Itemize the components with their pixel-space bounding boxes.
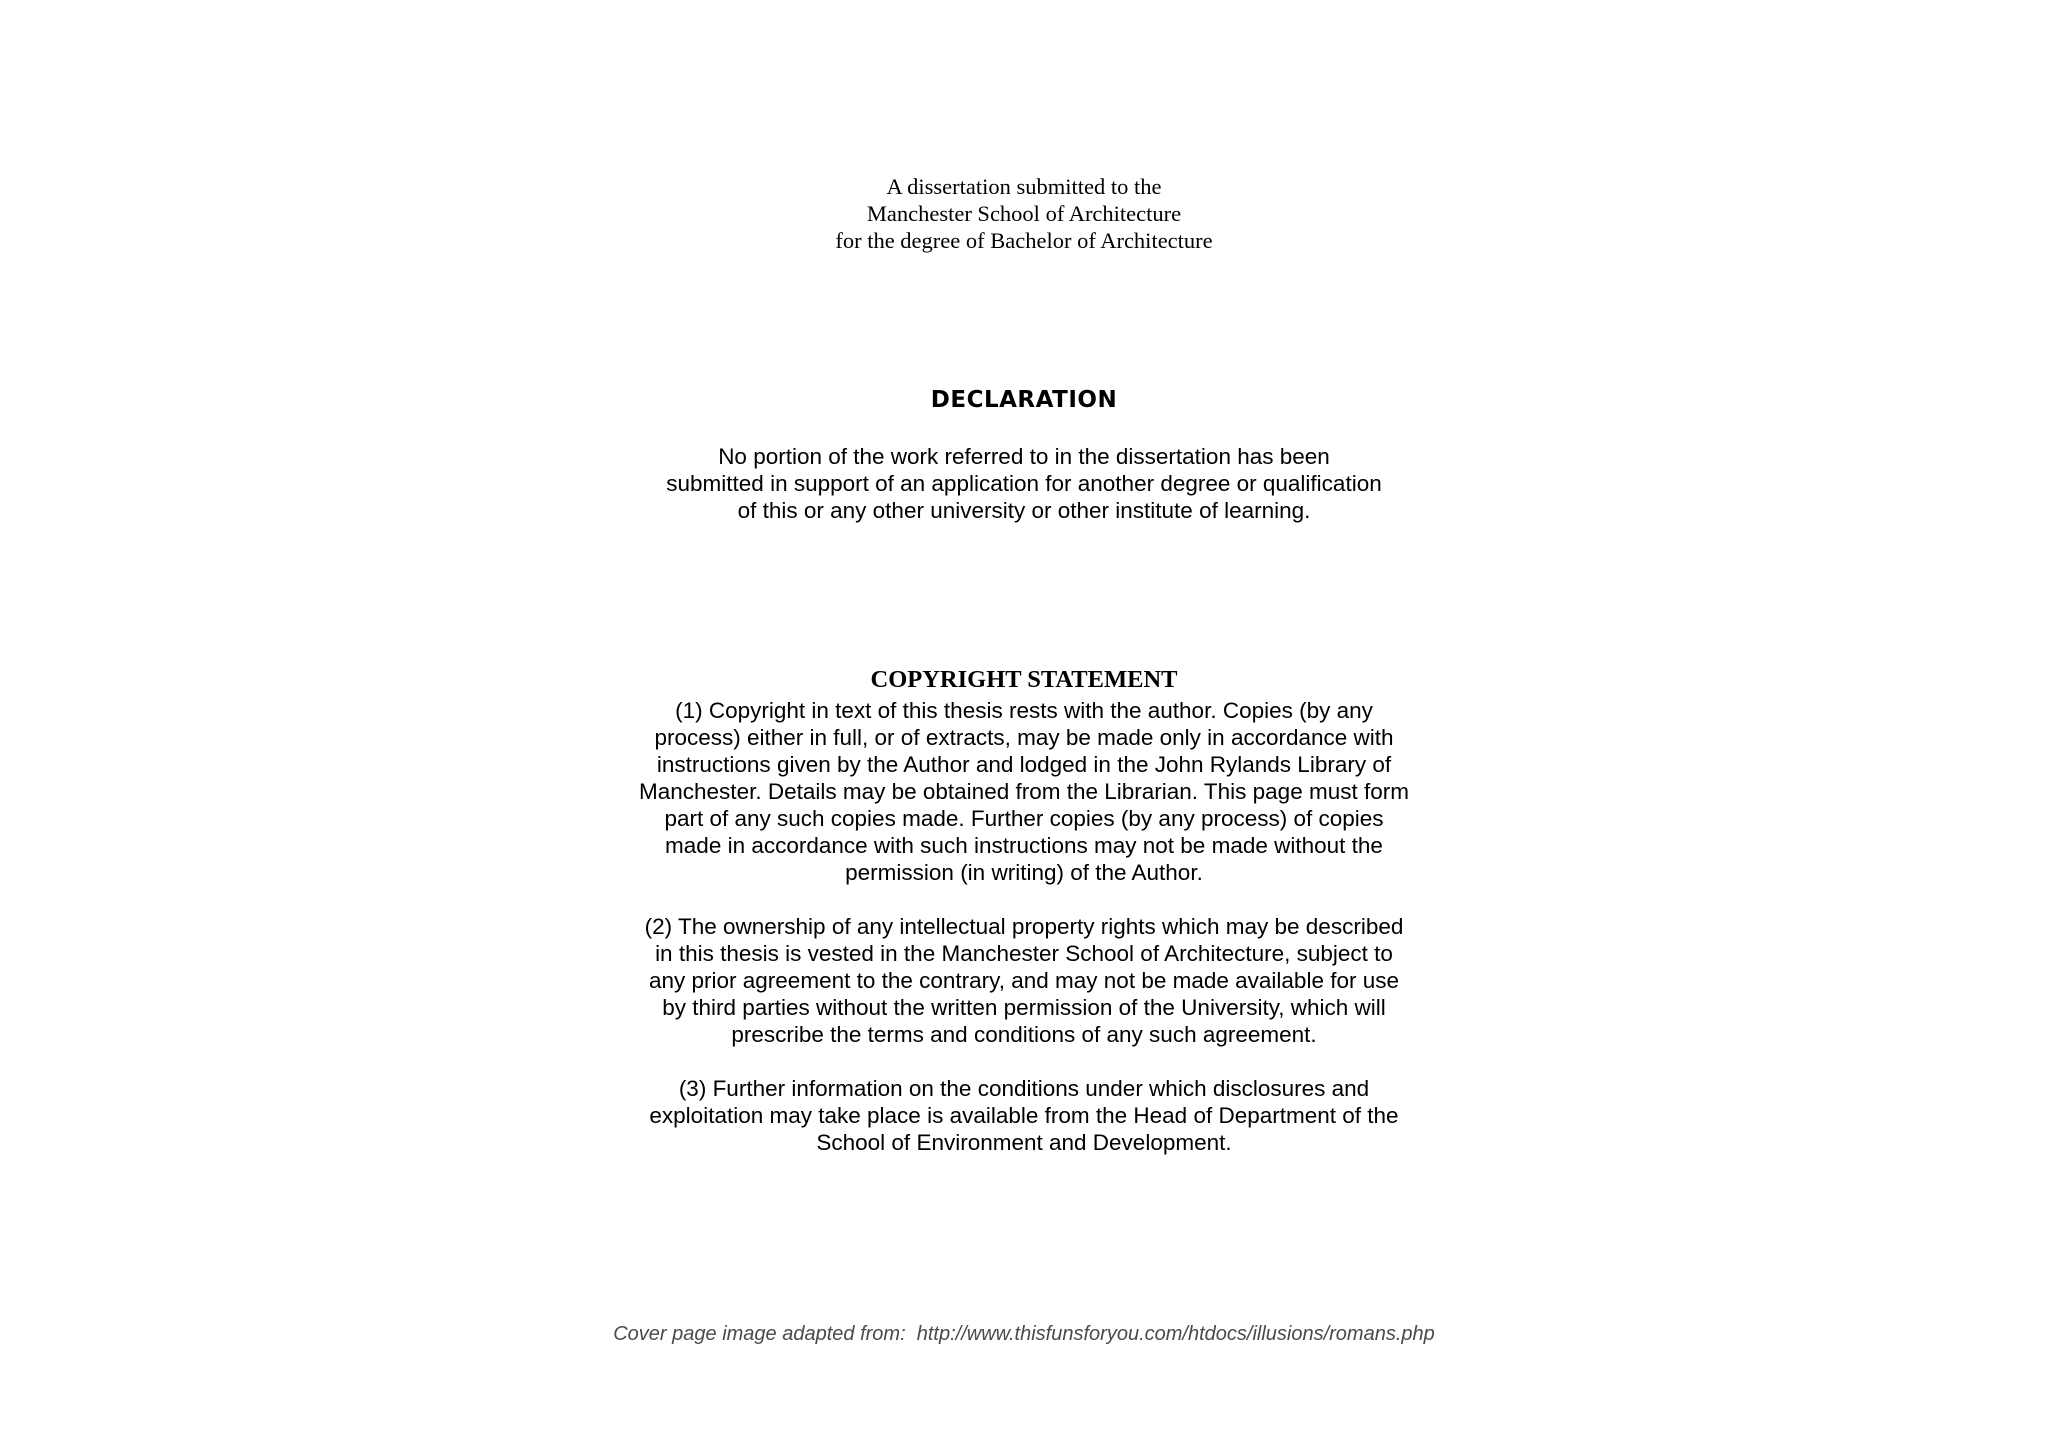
copyright-line: prescribe the terms and conditions of any such agreement. [731, 1022, 1317, 1047]
copyright-text [0, 697, 2048, 1183]
copyright-line: any prior agreement to the contrary, and may not be made available for use [648, 968, 1399, 993]
declaration-line: submitted in support of an application for another degree or qualification [666, 471, 1382, 496]
submission-statement [0, 173, 2048, 254]
copyright-line: made in accordance with such instructions may not be made without the [665, 833, 1383, 858]
copyright-line: in this thesis is vested in the Manchester School of Architecture, subject to [655, 941, 1393, 966]
copyright-heading: COPYRIGHT STATEMENT [870, 666, 1178, 693]
declaration-line: No portion of the work referred to in the dissertation has been [718, 444, 1330, 469]
copyright-line: instructions given by the Author and lodged in the John Rylands Library of [656, 752, 1392, 777]
copyright-paragraph-2 [0, 913, 2048, 1048]
copyright-line: exploitation may take place is available from the Head of Department of the [649, 1103, 1399, 1128]
copyright-paragraph-1 [0, 697, 2048, 886]
copyright-line: Manchester. Details may be obtained from the Librarian. This page must form [639, 779, 1409, 804]
submission-line: for the degree of Bachelor of Architecture [835, 228, 1213, 253]
copyright-paragraph-3 [0, 1075, 2048, 1156]
submission-line: Manchester School of Architecture [866, 201, 1182, 226]
declaration-text [0, 443, 2048, 524]
copyright-line: by third parties without the written permission of the University, which will [662, 995, 1386, 1020]
copyright-line: permission (in writing) of the Author. [845, 860, 1203, 885]
copyright-line: part of any such copies made. Further copies (by any process) of copies [664, 806, 1384, 831]
submission-line: A dissertation submitted to the [886, 174, 1162, 199]
image-credit-footnote: Cover page image adapted from: http://www.thisfunsforyou.com/htdocs/illusions/romans.php [613, 1323, 1435, 1345]
copyright-line: (2) The ownership of any intellectual property rights which may be described [644, 914, 1404, 939]
copyright-line: School of Environment and Development. [816, 1130, 1232, 1155]
copyright-line: (3) Further information on the conditions under which disclosures and [678, 1076, 1370, 1101]
copyright-line: (1) Copyright in text of this thesis rests with the author. Copies (by any [675, 698, 1373, 723]
copyright-line: process) either in full, or of extracts, may be made only in accordance with [654, 725, 1394, 750]
declaration-line: of this or any other university or other institute of learning. [737, 498, 1311, 523]
declaration-heading: DECLARATION [930, 387, 1118, 413]
